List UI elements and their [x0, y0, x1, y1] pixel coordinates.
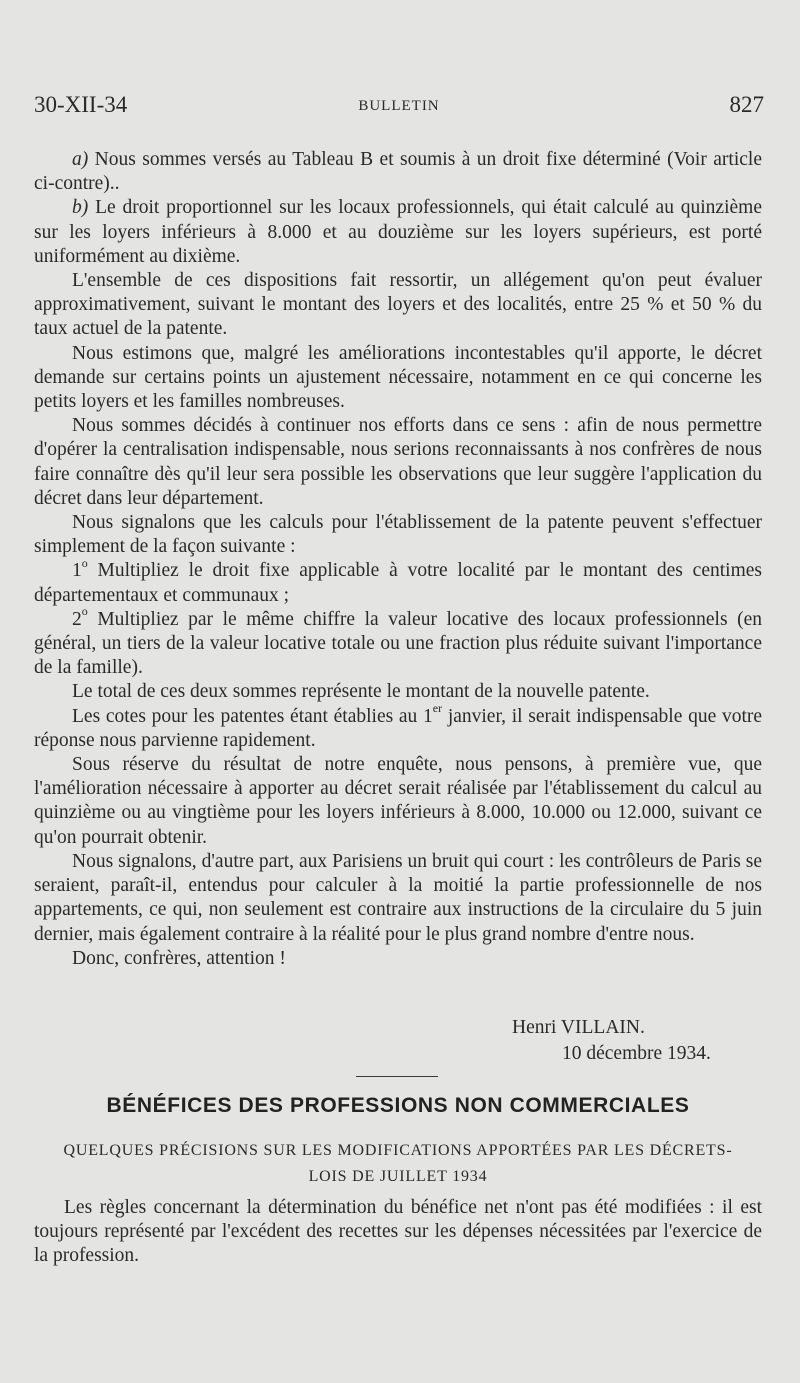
section-divider	[356, 1076, 438, 1077]
paragraph-attention: Donc, confrères, attention !	[72, 947, 286, 969]
page-number: 827	[729, 92, 764, 117]
step-2-ordinal: o	[81, 604, 88, 619]
section-body	[34, 1196, 762, 1269]
step-1-ordinal: o	[81, 555, 88, 570]
list-label-a: a)	[72, 149, 89, 170]
paragraph-cotes-b: janvier, il serait indispensable que votre réponse nous parvienne rapidement.	[34, 705, 763, 751]
section-title: BÉNÉFICES DES PROFESSIONS NON COMMERCIALES	[106, 1094, 690, 1117]
step-2-number: 2	[72, 608, 82, 630]
step-2-text: Multipliez par le même chiffre la valeur locative des locaux professionnels (en général, un tiers de la valeur locative totale ou une fraction plus réduite suivant l'importance de la famille).	[34, 608, 762, 679]
signature-block	[34, 1015, 762, 1067]
paragraph-b	[34, 196, 762, 269]
paragraph-estimons: Nous estimons que, malgré les améliorations incontestables qu'il apporte, le décret demande sur certains points un ajustement nécessaire, notamment en ce qui concerne les petits loyers et les familles nombreuses.	[34, 342, 762, 413]
ordinal-er: er	[432, 701, 443, 716]
paragraph-total: Le total de ces deux sommes représente le montant de la nouvelle patente.	[72, 681, 650, 703]
signature-date: 10 décembre 1934.	[562, 1043, 711, 1064]
step-1-text: Multipliez le droit fixe applicable à votre localité par le montant des centimes départementaux et communaux ;	[34, 560, 762, 606]
section-subtitle-line-2: LOIS DE JUILLET 1934	[308, 1168, 488, 1185]
list-label-b: b)	[72, 197, 89, 219]
paragraph-efforts: Nous sommes décidés à continuer nos efforts dans ce sens : afin de nous permettre d'opérer la centralisation indispensable, nous serions reconnaissants à nos confrères de nous faire connaître dès qu'il leur sera possible les observations que leur suggère l'application du décret dans leur département.	[34, 415, 762, 509]
step-2	[34, 604, 762, 681]
paragraph-ensemble: L'ensemble de ces dispositions fait ressortir, un allégement qu'on peut évaluer approximativement, suivant le montant des loyers et des localités, entre 25 % et 50 % du taux actuel de la patente.	[34, 270, 762, 340]
paragraph-parisiens: Nous signalons, d'autre part, aux Parisiens un bruit qui court : les contrôleurs de Paris se seraient, paraît-il, entendus pour calculer à la moitié la partie professionnelle de nos appartements, ce qui, non seulement est contraire aux instructions de la circulaire du 5 juin dernier, mais également contraire à la réalité pour le plus grand nombre d'entre nous.	[34, 850, 762, 945]
paragraph-b-text: Le droit proportionnel sur les locaux professionnels, qui était calculé au quinzième sur les loyers inférieurs à 8.000 et au douzième sur les loyers supérieurs, est porté uniformément au dixième.	[34, 197, 762, 267]
step-1-number: 1	[72, 560, 82, 582]
step-1	[34, 555, 762, 607]
paragraph-cotes	[34, 701, 763, 753]
paragraph-calculs: Nous signalons que les calculs pour l'établissement de la patente peuvent s'effectuer simplement de la façon suivante :	[34, 512, 762, 558]
paragraph-cotes-a: Les cotes pour les patentes étant établies au 1	[72, 705, 433, 727]
author-name: Henri VILLAIN.	[512, 1017, 645, 1038]
header-title: BULLETIN	[358, 98, 440, 114]
paragraph-a	[34, 148, 762, 196]
section-subtitle-line-1: QUELQUES PRÉCISIONS SUR LES MODIFICATIONS APPORTÉES PAR LES DÉCRETS-	[63, 1142, 733, 1159]
section-paragraph: Les règles concernant la détermination du bénéfice net n'ont pas été modifiées : il est toujours représenté par l'excédent des recettes sur les dépenses nécessitées par l'exercice de la profession.	[34, 1197, 762, 1267]
running-header	[34, 92, 764, 122]
header-date: 30-XII-34	[34, 92, 128, 117]
article-body	[34, 148, 762, 971]
section-subtitle	[34, 1138, 762, 1190]
paragraph-reserve: Sous réserve du résultat de notre enquête, nous pensons, à première vue, que l'amélioration nécessaire à apporter au décret serait réalisée par l'établissement du calcul au quinzième ou au vingtième pour les loyers inférieurs à 8.000, 10.000 ou 12.000, suivant ce qu'on pourrait obtenir.	[34, 754, 762, 848]
paragraph-a-text: Nous sommes versés au Tableau B et soumis à un droit fixe déterminé (Voir article ci-contre)..	[34, 149, 762, 195]
